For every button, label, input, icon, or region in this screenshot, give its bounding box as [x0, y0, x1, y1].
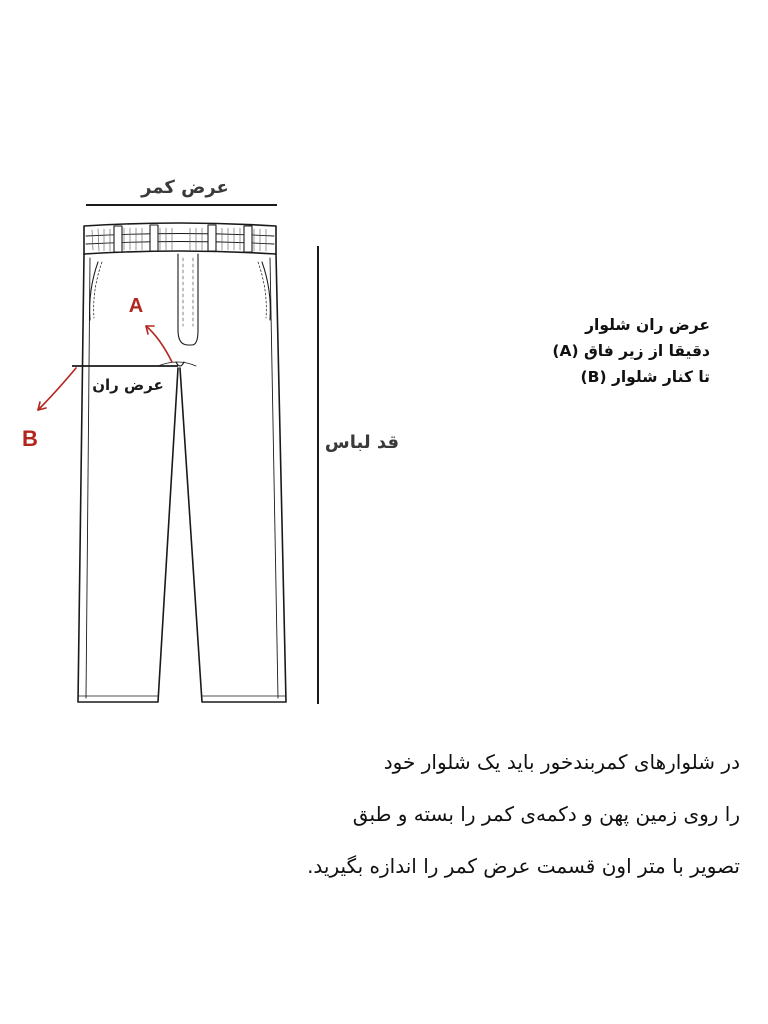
waist-width-label: عرض کمر: [141, 177, 229, 198]
thigh-width-label: عرض ران: [92, 376, 164, 394]
note-line: دقیقا از زیر فاق (A): [552, 342, 710, 360]
measuring-instructions: [200, 736, 740, 892]
arrow-b: [38, 368, 76, 410]
length-label: قد لباس: [324, 432, 400, 453]
right-leg-outline: [180, 254, 286, 702]
fly: [178, 254, 198, 345]
left-leg-outline: [78, 254, 178, 702]
point-b-label: B: [22, 426, 38, 451]
thigh-width-note: [470, 312, 710, 390]
note-line: تا کنار شلوار (B): [580, 368, 710, 386]
pants-illustration: [78, 223, 286, 702]
note-line: عرض ران شلوار: [585, 316, 710, 334]
point-a-label: A: [128, 295, 144, 317]
instruction-line: تصویر با متر اون قسمت عرض کمر را اندازه بگیرید.: [307, 854, 740, 878]
instruction-line: در شلوارهای کمربندخور باید یک شلوار خود: [383, 750, 740, 774]
arrow-a: [146, 326, 172, 362]
measurement-arrows: [38, 326, 172, 410]
instruction-line: را روی زمین پهن و دکمه‌ی کمر را بسته و طبق: [352, 802, 740, 826]
waistband: [84, 223, 276, 254]
